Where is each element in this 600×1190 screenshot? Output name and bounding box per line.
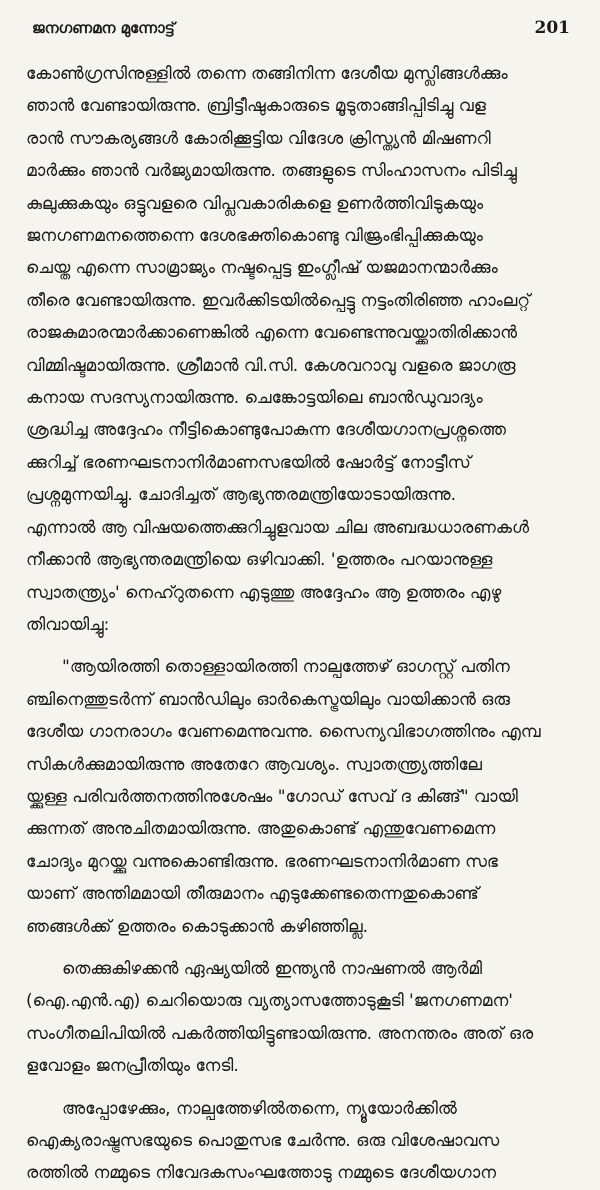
running-title: ജനഗണമന മുന്നോട്ട് — [32, 19, 175, 37]
running-head — [26, 18, 574, 52]
text-line: തീരെ വേണ്ടായിരുന്നു. ഇവർക്കിടയിൽപ്പെട്ടു നട്ടംതിരിഞ്ഞ ഹാംലറ്റ് — [26, 290, 531, 311]
text-line: യ്ക്കുള്ള പരിവർത്തനത്തിനുശേഷം "ഗോഡ് സേവ് ദ കിങ്ങ്" വായി — [26, 786, 518, 807]
text-line: കോൺഗ്രസിനുള്ളിൽ തന്നെ തങ്ങിനിന്ന ദേശീയ മുസ്ലിങ്ങൾക്കും — [26, 64, 508, 84]
text-line: രാൻ സൗകര്യങ്ങൾ കോരിക്കൂട്ടിയ വിദേശ ക്രിസ്ത്യൻ മിഷണറി — [26, 128, 491, 149]
text-line: ഞാൻ വേണ്ടായിരുന്നു. ബ്രിട്ടീഷുകാരുടെ മൂടുതാങ്ങിപ്പിടിച്ചു വള — [26, 96, 486, 117]
text-line: ദേശീയ ഗാനരാഗം വേണമെന്നുവന്നു. സൈന്യവിഭാഗത്തിനും എമ്പ — [26, 722, 541, 743]
text-line: ക്കുന്നത് അനുചിതമായിരുന്നു. അതുകൊണ്ട് എന്തുവേണമെന്ന — [26, 819, 496, 840]
text-line: തെക്കുകിഴക്കൻ ഏഷ്യയിൽ ഇന്ത്യൻ നാഷണൽ ആർമി — [62, 958, 483, 979]
text-line: ഞ്ചിനെത്തുടർന്ന് ബാൻഡിലും ഓർകെസ്ട്രയിലും വായിക്കാൻ ഒരു — [26, 689, 510, 710]
text-line: ചോദ്യം മുറയ്ക്കു വന്നുകൊണ്ടിരുന്നു. ഭരണഘടനാനിർമാണ സഭ — [26, 851, 498, 872]
text-line: വിമ്മിഷ്ടമായിരുന്നു. ശ്രീമാൻ വി.സി. കേശവറാവു വളരെ ജാഗരൂ — [26, 355, 516, 376]
text-line: ശ്രദ്ധിച്ച അദ്ദേഹം നീട്ടികൊണ്ടുപോകുന്ന ദേശീയഗാനപ്രശ്നത്തെ — [26, 420, 506, 441]
text-line: മാർക്കും ഞാൻ വർജ്യമായിരുന്നു. തങ്ങളുടെ സിംഹാസനം പിടിച്ചു — [26, 161, 517, 182]
text-line: കനായ സദസ്യനായിരുന്നു. ചെങ്കോട്ടയിലെ ബാൻഡുവാദ്യം — [26, 388, 483, 409]
paragraph — [26, 953, 574, 1083]
text-line: സ്വാതന്ത്ര്യം' നെഹ്റുതന്നെ എടുത്തു അദ്ദേഹം ആ ഉത്തരം എഴു — [26, 582, 502, 603]
page-number: 201 — [534, 18, 570, 38]
text-line: അപ്പോഴേക്കും, നാല്പത്തേഴിൽതന്നെ, ന്യൂയോർക്കിൽ — [62, 1098, 457, 1119]
text-line: കുലുക്കുകയും ഒട്ടുവളരെ വിപ്ലവകാരികളെ ഉണർത്തിവിടുകയും — [26, 193, 484, 214]
text-line: നീക്കാൻ ആഭ്യന്തരമന്ത്രിയെ ഒഴിവാക്കി. 'ഉത്തരം പറയാനുള്ള — [26, 550, 493, 571]
text-line: ചെയ്ത എന്നെ സാമ്രാജ്യം നഷ്ടപ്പെട്ട ഇംഗ്ലീഷ് യജമാനന്മാർക്കും — [26, 258, 498, 279]
text-line: സികൾക്കുമായിരുന്നു അതേറേ ആവശ്യം. സ്വാതന്ത്ര്യത്തിലേ — [26, 754, 482, 775]
text-line: രാജകുമാരന്മാർക്കാണെങ്കിൽ എന്നെ വേണ്ടെന്നുവയ്ക്കാതിരിക്കാൻ — [26, 323, 517, 344]
paragraph — [26, 1093, 574, 1190]
text-line: ഐക്യരാഷ്ട്രസഭയുടെ പൊതുസഭ ചേർന്നു. ഒരു വിശേഷാവസ — [26, 1131, 500, 1151]
body-text — [26, 58, 574, 1190]
text-line: തിവായിച്ചു: — [26, 614, 110, 635]
text-line: രത്തിൽ നമ്മുടെ നിവേദകസംഘത്തോടു നമ്മുടെ ദേശീയഗാന — [26, 1163, 496, 1184]
text-line: എന്നാൽ ആ വിഷയത്തെക്കുറിച്ചുളവായ ചില അബദ്ധധാരണകൾ — [26, 517, 530, 538]
text-line: ജനഗണമനത്തെന്നെ ദേശഭക്തികൊണ്ടു വിജ്രംഭിപ്പിക്കുകയും — [26, 226, 483, 247]
text-line: പ്രശ്നമുന്നയിച്ചു. ചോദിച്ചത് ആഭ്യന്തരമന്ത്രിയോടായിരുന്നു. — [26, 485, 456, 506]
text-line: (ഐ.എൻ.എ) ചെറിയൊരു വ്യത്യാസത്തോടുകൂടി 'ജനഗണമന' — [26, 991, 513, 1012]
paragraph — [26, 651, 574, 943]
text-line: ഞങ്ങൾക്ക് ഉത്തരം കൊടുക്കാൻ കഴിഞ്ഞില്ല. — [26, 916, 369, 937]
text-line: "ആയിരത്തി തൊള്ളായിരത്തി നാല്പത്തേഴ് ഓഗസ്റ്റ് പതിന — [62, 657, 510, 678]
text-line: ളവോളം ജനപ്രീതിയും നേടി. — [26, 1056, 239, 1077]
paragraph — [26, 58, 574, 641]
text-line: ക്കുറിച്ച് ഭരണഘടനാനിർമാണസഭയിൽ ഷോർട്ട് നോട്ടീസ് — [26, 452, 471, 473]
text-line: സംഗീതലിപിയിൽ പകർത്തിയിട്ടുണ്ടായിരുന്നു. അനന്തരം അത് ഒര — [26, 1023, 534, 1044]
text-line: യാണ് അന്തിമമായി തീരുമാനം എടുക്കേണ്ടതെന്നതുകൊണ്ട് — [26, 884, 479, 905]
